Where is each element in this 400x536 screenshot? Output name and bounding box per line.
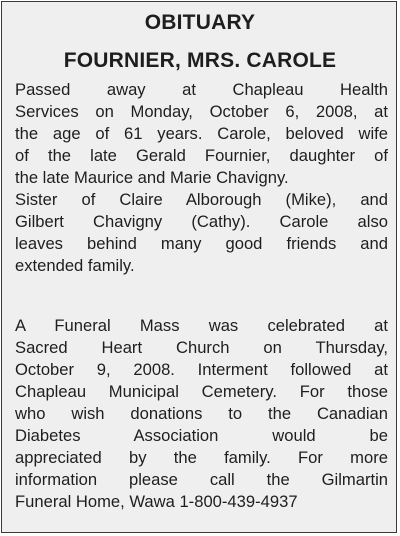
text-line: Gilbert Chavigny (Cathy). Carole also <box>15 212 388 231</box>
text-line: who wish donations to the Canadian <box>15 404 388 423</box>
text-line: extended family. <box>15 256 135 275</box>
text-line: of the late Gerald Fournier, daughter of <box>15 146 388 165</box>
text-line: A Funeral Mass was celebrated at <box>15 316 388 335</box>
obituary-clipping <box>1 1 397 533</box>
deceased-name: FOURNIER, MRS. CAROLE <box>63 49 337 72</box>
text-line: Sacred Heart Church on Thursday, <box>15 338 388 357</box>
text-line: Chapleau Municipal Cemetery. For those <box>15 382 388 401</box>
text-line: Services on Monday, October 6, 2008, at <box>15 102 388 121</box>
text-line: the late Maurice and Marie Chavigny. <box>15 168 289 187</box>
text-line: appreciated by the family. For more <box>15 448 388 467</box>
text-line: Sister of Claire Alborough (Mike), and <box>15 190 388 209</box>
text-line: Funeral Home, Wawa 1-800-439-4937 <box>15 492 298 511</box>
text-line: Diabetes Association would be <box>15 426 388 445</box>
section-title: OBITUARY <box>144 11 256 34</box>
text-line: leaves behind many good friends and <box>15 234 388 253</box>
text-line: the age of 61 years. Carole, beloved wife <box>15 124 388 143</box>
text-line: information please call the Gilmartin <box>15 470 388 489</box>
text-line: Passed away at Chapleau Health <box>15 80 388 99</box>
text-line: October 9, 2008. Interment followed at <box>15 360 388 379</box>
